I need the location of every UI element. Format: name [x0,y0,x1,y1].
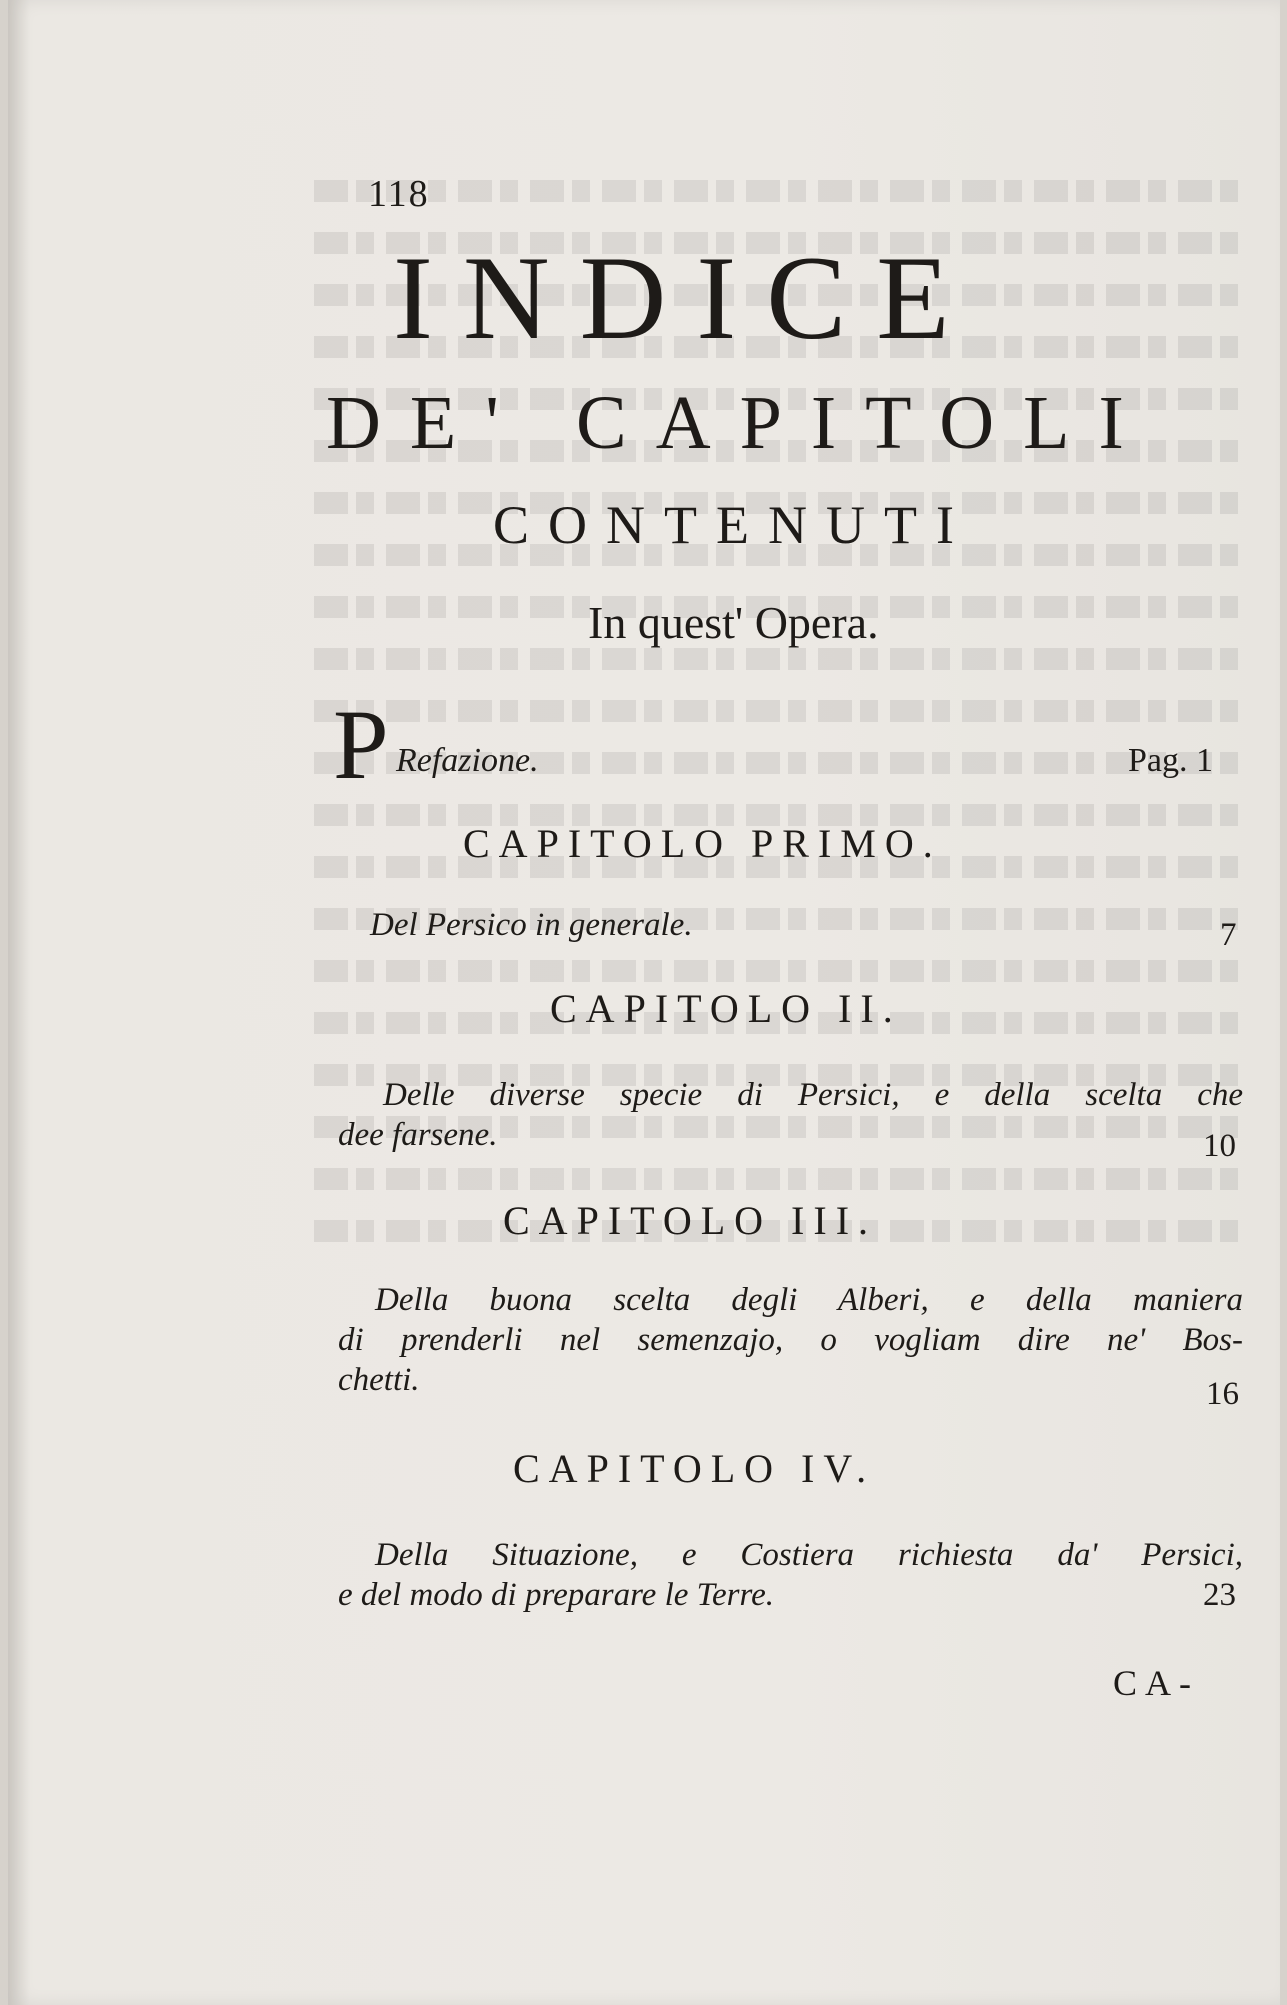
catchword: CA- [1113,1663,1199,1703]
chapter-page-4: 23 [1203,1577,1236,1613]
index-subtitle-chapters: DE' CAPITOLI [326,381,1153,465]
chapter-entry-2-line-1: Delle diverse specie di Persici, e della scelta che [383,1077,1243,1113]
index-subtitle-work: In quest' Opera. [588,597,879,648]
chapter-entry-1-line-1: Del Persico in generale. [370,907,693,943]
chapter-entry-3-line-2: di prenderli nel semenzajo, o vogliam dire ne' Bos- [338,1322,1243,1358]
chapter-entry-4-line-1: Della Situazione, e Costiera richiesta da' Persici, [375,1537,1243,1573]
preface-entry: Refazione. [396,742,539,779]
index-subtitle-contents: CONTENUTI [493,495,973,555]
book-page [8,0,1280,2005]
chapter-entry-1 [370,905,1130,945]
chapter-heading-4: CAPITOLO IV. [513,1446,876,1491]
chapter-page-1: 7 [1220,917,1237,953]
index-title: INDICE [393,231,980,364]
chapter-entry-2 [338,1075,1243,1155]
chapter-heading-1: CAPITOLO PRIMO. [463,821,942,866]
chapter-entry-4 [338,1535,1243,1615]
chapter-page-2: 10 [1203,1128,1236,1164]
chapter-heading-2: CAPITOLO II. [550,986,902,1031]
chapter-entry-3 [338,1280,1243,1400]
chapter-entry-3-line-1: Della buona scelta degli Alberi, e della maniera [375,1282,1243,1318]
preface-drop-cap: P [333,689,389,800]
chapter-entry-4-line-2: e del modo di preparare le Terre. [338,1577,774,1613]
chapter-entry-2-line-2: dee farsene. [338,1117,498,1153]
chapter-entry-3-line-3: chetti. [338,1362,420,1398]
chapter-heading-3: CAPITOLO III. [503,1198,878,1243]
preface-page-reference: Pag. 1 [1128,742,1213,779]
page-number: 118 [368,173,430,215]
chapter-page-3: 16 [1206,1376,1239,1412]
